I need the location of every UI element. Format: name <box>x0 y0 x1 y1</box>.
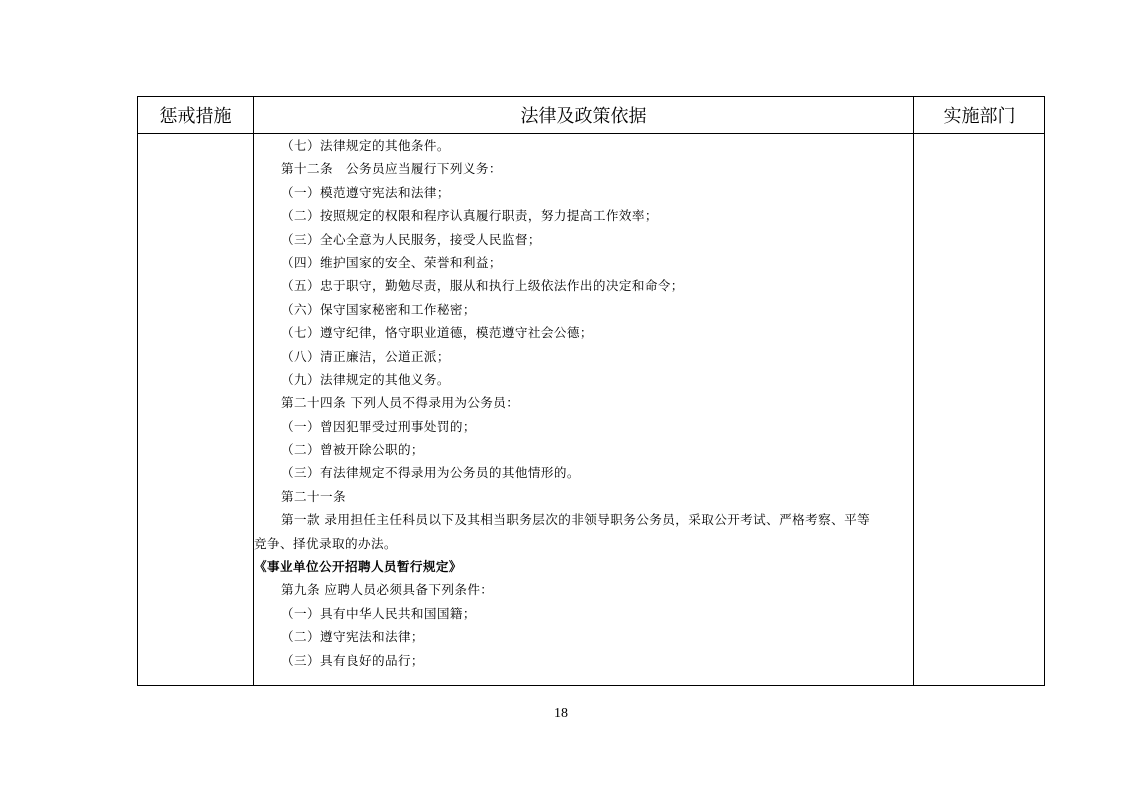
text-line: （一）具有中华人民共和国国籍； <box>281 605 476 621</box>
text-line: 第二十四条 下列人员不得录用为公务员： <box>281 395 520 411</box>
text-line: （三）具有良好的品行； <box>281 652 424 668</box>
text-line: （七）遵守纪律，恪守职业道德，模范遵守社会公德； <box>281 325 593 341</box>
text-line: 第一款 录用担任主任科员以下及其相当职务层次的非领导职务公务员，采取公开考试、严格考察、平等 <box>281 512 871 528</box>
header-implementing-department: 实施部门 <box>943 106 1016 127</box>
text-line: （六）保守国家秘密和工作秘密； <box>281 301 476 317</box>
text-line: （二）按照规定的权限和程序认真履行职责，努力提高工作效率； <box>281 208 658 224</box>
regulation-title: 《事业单位公开招聘人员暂行规定》 <box>254 559 462 575</box>
text-line: （七）法律规定的其他条件。 <box>281 138 450 153</box>
text-line: （二）曾被开除公职的； <box>281 442 424 458</box>
text-line: （一）曾因犯罪受过刑事处罚的； <box>281 418 476 434</box>
page-number: 18 <box>554 706 568 721</box>
text-line: 竞争、择优录取的办法。 <box>254 535 397 551</box>
header-disciplinary-measures: 惩戒措施 <box>159 106 232 127</box>
text-line: （三）有法律规定不得录用为公务员的其他情形的。 <box>281 465 580 481</box>
legal-basis-cell <box>254 134 911 672</box>
text-line: （三）全心全意为人民服务，接受人民监督； <box>281 231 541 247</box>
text-line: （九）法律规定的其他义务。 <box>281 371 450 387</box>
text-line: 第九条 应聘人员必须具备下列条件： <box>281 582 494 598</box>
text-line: （八）清正廉洁，公道正派； <box>281 348 450 364</box>
text-line: 第十二条 公务员应当履行下列义务： <box>281 161 502 177</box>
text-line: （五）忠于职守，勤勉尽责，服从和执行上级依法作出的决定和命令； <box>281 278 684 294</box>
text-line: （四）维护国家的安全、荣誉和利益； <box>281 254 502 270</box>
header-legal-basis: 法律及政策依据 <box>520 106 647 127</box>
text-line: （二）遵守宪法和法律； <box>281 629 424 645</box>
column-divider <box>913 97 914 685</box>
measures-table <box>137 96 1045 686</box>
text-line: （一）模范遵守宪法和法律； <box>281 184 450 200</box>
text-line: 第二十一条 <box>281 488 346 504</box>
